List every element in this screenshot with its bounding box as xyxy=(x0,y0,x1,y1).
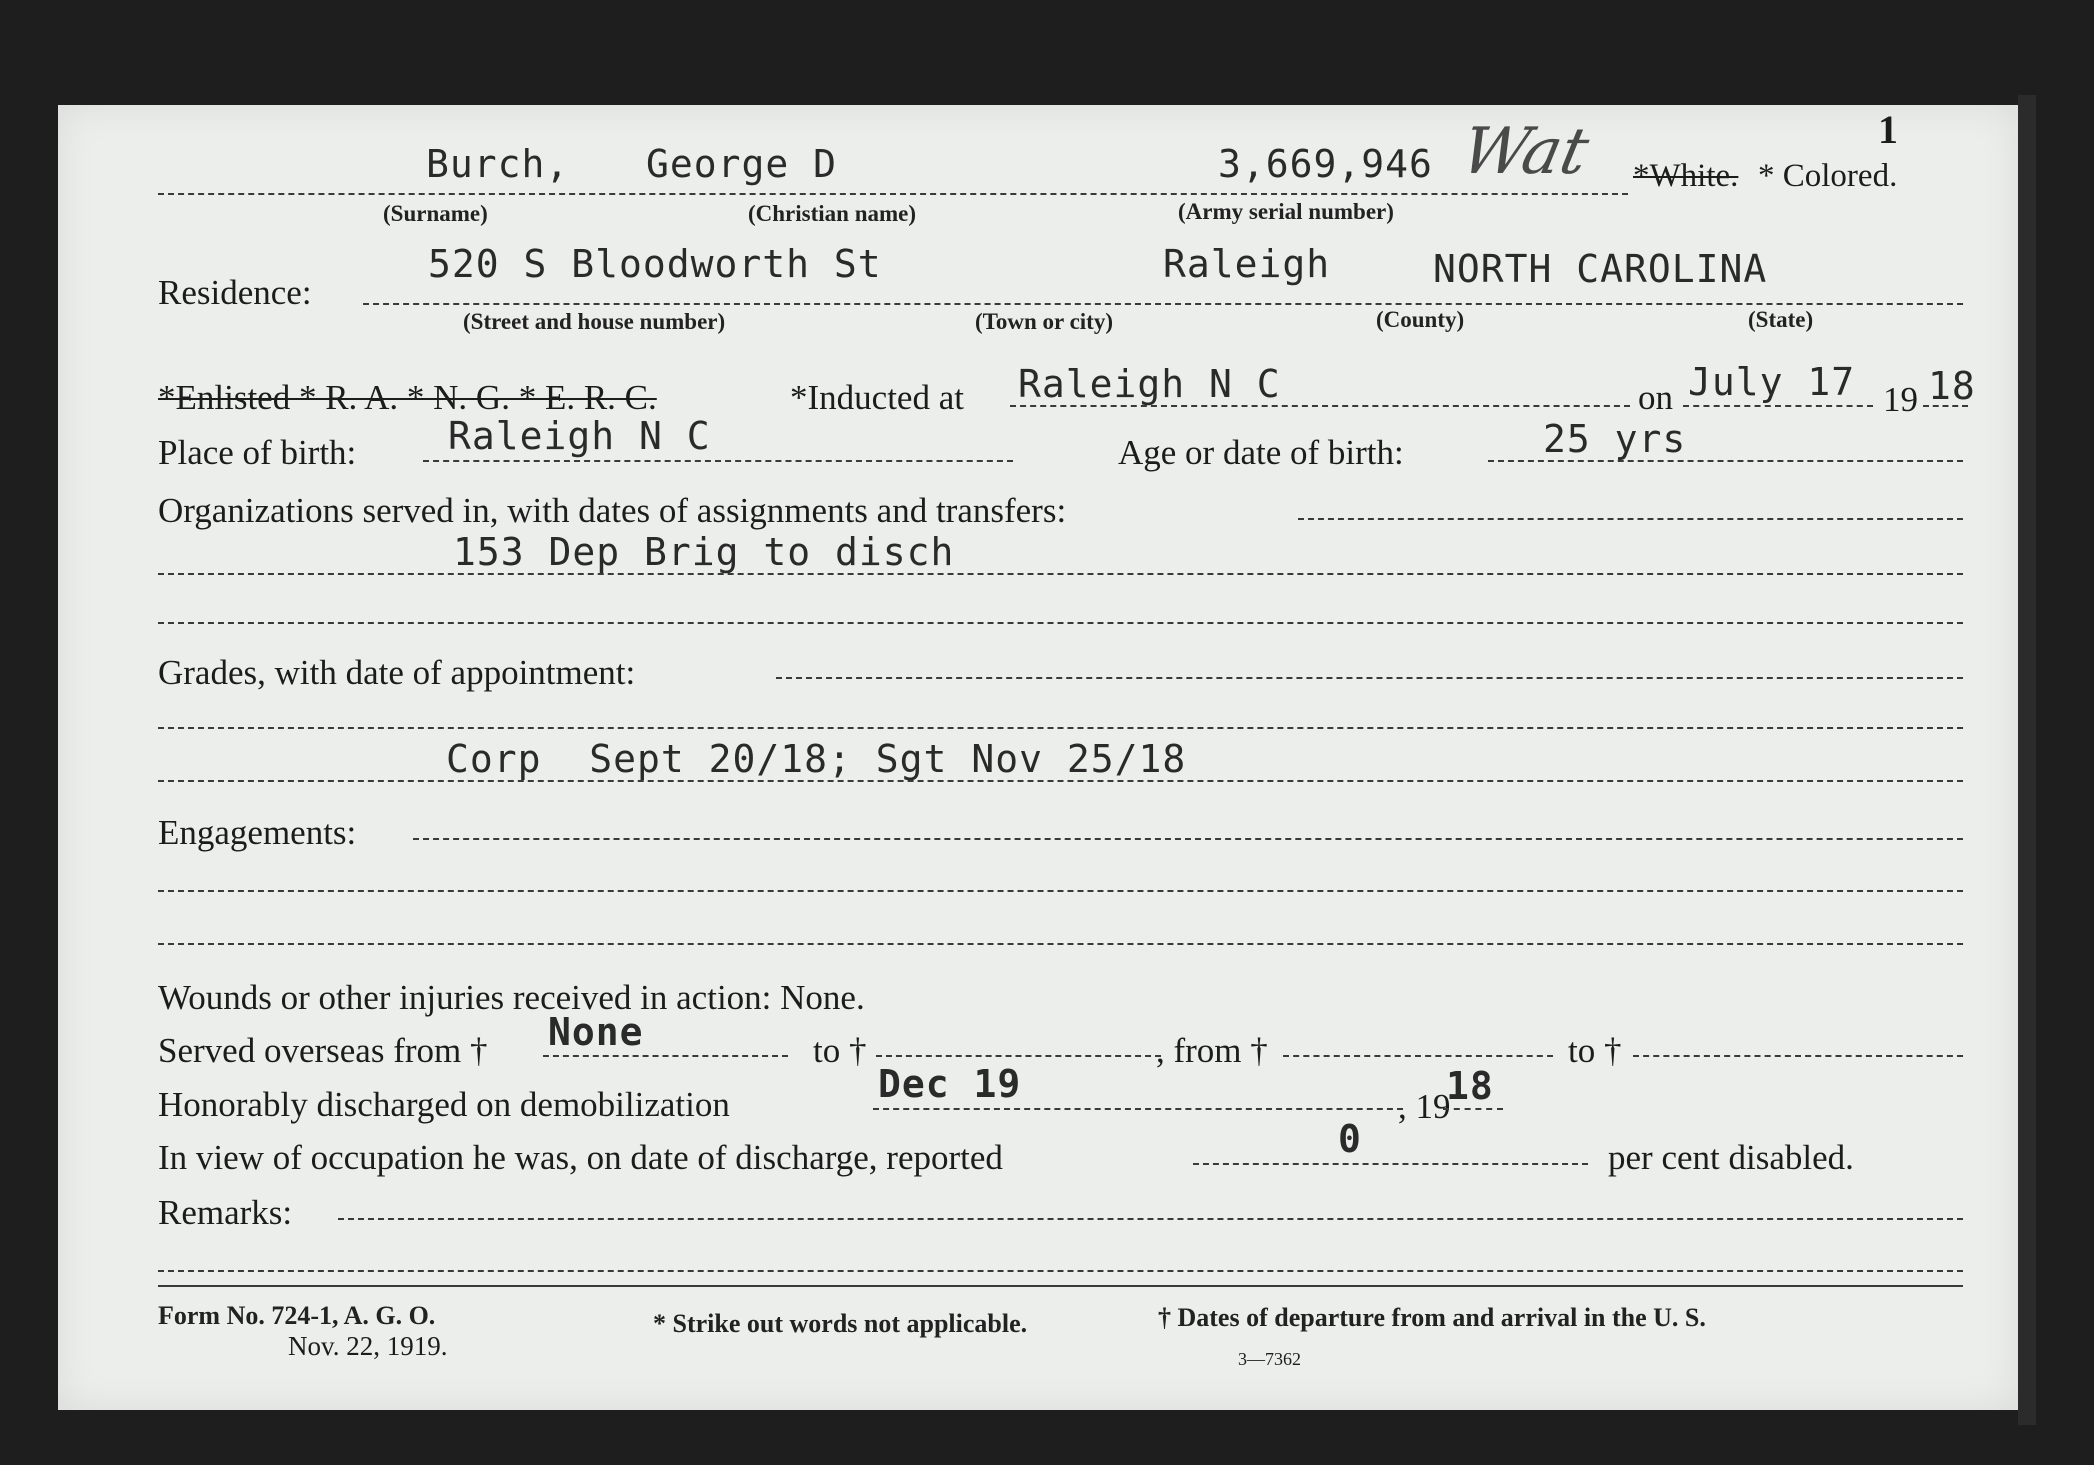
dates-note: † Dates of departure from and arrival in the U. S. xyxy=(1158,1303,1706,1332)
grades-line-2 xyxy=(158,727,1963,729)
card-shadow-edge xyxy=(2018,95,2036,1425)
organizations-line-3 xyxy=(158,622,1963,624)
caption-street: (Street and house number) xyxy=(463,309,726,334)
overseas-from2-label: , from † xyxy=(1156,1031,1268,1070)
engagements-label: Engagements: xyxy=(158,813,357,852)
residence-street: 520 S Bloodworth St xyxy=(428,242,882,286)
birth-place-value: Raleigh N C xyxy=(448,414,711,458)
caption-town: (Town or city) xyxy=(975,309,1113,334)
handwritten-note: Wat xyxy=(1455,115,1595,189)
race-white-struck: *White. xyxy=(1633,158,1739,194)
disability-label: In view of occupation he was, on date of discharge, reported xyxy=(158,1138,1003,1177)
induction-place-line xyxy=(1010,405,1630,407)
disability-suffix: per cent disabled. xyxy=(1608,1138,1854,1177)
organizations-line-1 xyxy=(1298,518,1963,520)
discharge-year-line xyxy=(1443,1108,1503,1110)
grades-label: Grades, with date of appointment: xyxy=(158,653,636,692)
discharge-date-line xyxy=(873,1108,1403,1110)
overseas-from2-line xyxy=(1283,1055,1553,1057)
discharge-date: Dec 19 xyxy=(878,1062,1022,1106)
overseas-to-line xyxy=(876,1055,1161,1057)
birth-place-line xyxy=(423,460,1013,462)
wounds-label: Wounds or other injuries received in action: None. xyxy=(158,978,865,1017)
residence-state: NORTH CAROLINA xyxy=(1433,247,1768,291)
strike-note: * Strike out words not applicable. xyxy=(653,1309,1028,1338)
organizations-value: 153 Dep Brig to disch xyxy=(453,530,955,574)
grades-value: Corp Sept 20/18; Sgt Nov 25/18 xyxy=(446,737,1187,781)
name-line xyxy=(158,193,1628,195)
engagements-line-2 xyxy=(158,890,1963,892)
caption-county: (County) xyxy=(1376,307,1465,332)
residence-city: Raleigh xyxy=(1163,242,1331,286)
age-line xyxy=(1488,460,1963,462)
service-record-card xyxy=(58,105,2018,1410)
caption-christian-name: (Christian name) xyxy=(748,201,917,226)
discharge-year: 18 xyxy=(1446,1064,1494,1108)
christian-name-value: George D xyxy=(646,142,838,186)
grades-line-3 xyxy=(158,780,1963,782)
residence-label: Residence: xyxy=(158,273,312,312)
card-number: 1 xyxy=(1878,107,1898,152)
birth-place-label: Place of birth: xyxy=(158,433,357,472)
organizations-label: Organizations served in, with dates of assignments and transfers: xyxy=(158,491,1067,530)
overseas-from-line xyxy=(543,1055,788,1057)
on-label: on xyxy=(1638,378,1673,417)
overseas-from-label: Served overseas from † xyxy=(158,1031,488,1070)
induction-year-prefix: 19 xyxy=(1883,380,1918,419)
induction-year: 18 xyxy=(1928,364,1976,408)
overseas-to2-label: to † xyxy=(1568,1031,1622,1070)
serial-number-value: 3,669,946 xyxy=(1218,142,1433,186)
remarks-line-2 xyxy=(158,1270,1963,1272)
print-code: 3—7362 xyxy=(1238,1349,1301,1369)
discharge-label: Honorably discharged on demobilization xyxy=(158,1085,730,1124)
disability-line xyxy=(1193,1163,1588,1165)
induction-date: July 17 xyxy=(1688,360,1856,404)
induction-date-line xyxy=(1683,405,1873,407)
induction-year-line xyxy=(1923,405,1968,407)
overseas-to-label: to † xyxy=(813,1031,867,1070)
surname-value: Burch, xyxy=(426,142,570,186)
engagements-line-3 xyxy=(158,943,1963,945)
age-value: 25 yrs xyxy=(1543,417,1687,461)
caption-state: (State) xyxy=(1748,307,1814,332)
engagements-line-1 xyxy=(413,838,1963,840)
race-colored: * Colored. xyxy=(1758,158,1898,194)
caption-surname: (Surname) xyxy=(383,201,488,226)
overseas-to2-line xyxy=(1633,1055,1963,1057)
form-date: Nov. 22, 1919. xyxy=(288,1331,448,1361)
grades-line-1 xyxy=(776,677,1963,679)
inducted-at-label: *Inducted at xyxy=(790,378,964,417)
disability-value: 0 xyxy=(1338,1117,1362,1161)
discharge-year-prefix: , 19 xyxy=(1398,1087,1451,1126)
remarks-line-1 xyxy=(338,1218,1963,1220)
footer-rule xyxy=(158,1285,1963,1287)
residence-line xyxy=(363,303,1963,305)
enlisted-struck: *Enlisted * R. A. * N. G. * E. R. C. xyxy=(158,378,657,417)
overseas-from-value: None xyxy=(548,1010,644,1054)
organizations-line-2 xyxy=(158,573,1963,575)
form-number: Form No. 724-1, A. G. O. xyxy=(158,1301,436,1330)
age-label: Age or date of birth: xyxy=(1118,433,1404,472)
remarks-label: Remarks: xyxy=(158,1193,293,1232)
induction-place: Raleigh N C xyxy=(1018,362,1281,406)
caption-serial: (Army serial number) xyxy=(1178,199,1394,224)
